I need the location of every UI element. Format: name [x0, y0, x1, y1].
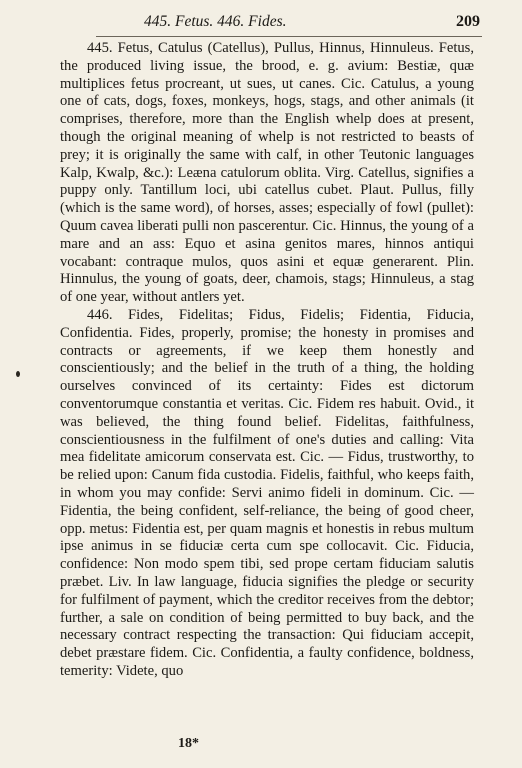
entry-446: 446. Fides, Fidelitas; Fidus, Fidelis; Fidentia, Fiducia, Confidentia. Fides, properly, promise; the honesty in promises and contracts or agreements, if we keep them honestly and conscientiously; and the belief in the truth of a thing, the holding ourselves convinced of its certainty: Fides est dictorum conventorumque constantia et veritas. Cic. Fidem res habuit. Ovid., it was believed, the thing found belief. Fidelitas, faithfulness, conscientiousness in the fulfilment of one's duties and calling: Vita mea fidelitate amicorum conservata est. Cic. — Fidus, trustworthy, to be relied upon: Canum fida custodia. Fidelis, faithful, who keeps faith, in whom you may confide: Servi animo fideli in dominum. Cic. — Fidentia, the being confident, self-reliance, the being of good cheer, opp. metus: Fidentia est, per quam magnis et honestis in rebus multum ipse animus in se fiduciæ certa cum spe collocavit. Cic. Fiducia, confidence: Non modo spem tibi, sed prope certam fiduciam salutis præbet. Liv. In law language, fiducia signifies the pledge or security for fulfilment of payment, which the creditor receives from the debtor; further, a sale on condition of being permitted to buy back, and the necessary contract respecting the transaction: Qui fiduciam accepit, debet præstare fidem. Cic. Confidentia, a faulty confidence, boldness, temerity: Videte, quo — [60, 306, 474, 679]
page-body — [60, 40, 474, 681]
signature-mark: 18* — [178, 736, 199, 751]
running-header — [96, 13, 482, 35]
entry-445: 445. Fetus, Catulus (Catellus), Pullus, Hinnus, Hinnuleus. Fetus, the produced living issue, the brood, e. g. avium: Bestiæ, quæ multiplices fetus procreant, ut sues, ut canes. Cic. Catulus, a young one of cats, dogs, foxes, monkeys, hogs, stags, and other animals (it comprises, therefore, more than the English whelp does at present, though the original meaning of whelp is not restricted to beasts of prey; it is originally the same with calf, in other Teutonic languages Kalp, Kwalp, &c.): Leæna catulorum oblita. Virg. Catellus, signifies a puppy only. Tantillum loci, ubi catellus cubet. Plaut. Pullus, filly (which is the same word), of horses, asses; especially of fowl (pullet): Quum cavea liberati pulli non pascerentur. Cic. Hinnus, the young of a mare and an ass: Equo et asina genitos mares, hinnos antiqui vocabant: contraque mulos, quos asini et equæ generarent. Plin. Hinnulus, the young of goats, deer, chamois, stags; Hinnuleus, a stag of one year, without antlers yet. — [60, 40, 474, 306]
page-number: 209 — [456, 13, 480, 30]
header-rule — [96, 36, 482, 37]
margin-mark — [16, 371, 20, 377]
running-title: 445. Fetus. 446. Fides. — [144, 13, 287, 30]
